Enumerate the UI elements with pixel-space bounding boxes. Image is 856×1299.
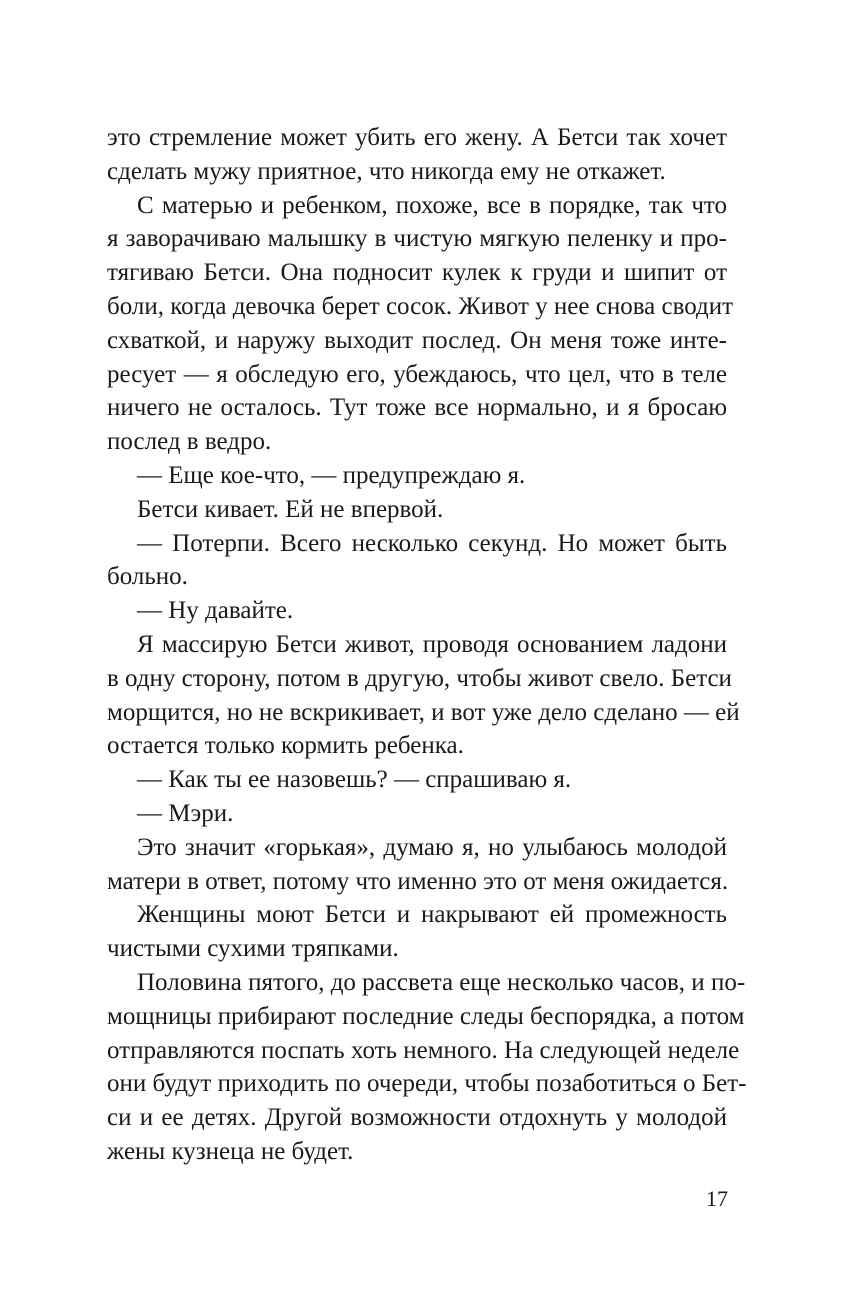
text-line: это стремление может убить его жену. А Бетси так хочет [107, 124, 727, 151]
text-line: отправляются поспать хоть немного. На следующей неделе [107, 1036, 740, 1064]
text-line: матери в ответ, потому что именно это от меня ожидается. [107, 867, 729, 895]
text-line: — Потерпи. Всего несколько секунд. Но может быть [137, 529, 727, 557]
text-line: С матерью и ребенком, похоже, все в порядке, так что [137, 191, 727, 219]
text-line: Это значит «горькая», думаю я, но улыбаюсь молодой [137, 833, 727, 861]
text-line: боли, когда девочка берет сосок. Живот у нее снова сводит [107, 292, 734, 320]
text-line: Я массирую Бетси живот, проводя основанием ладони [137, 630, 727, 658]
text-line: чистыми сухими тряпками. [107, 935, 399, 963]
text-line: — Мэри. [137, 799, 234, 827]
text-line: ресует — я обследую его, убеждаюсь, что цел, что в теле [107, 360, 727, 388]
text-line: си и ее детях. Другой возможности отдохнуть у молодой [107, 1104, 727, 1132]
text-line: морщится, но не вскрикивает, и вот уже дело сделано — ей [107, 698, 740, 726]
text-line: — Как ты ее назовешь? — спрашиваю я. [137, 766, 572, 794]
text-line: в одну сторону, потом в другую, чтобы живот свело. Бетси [107, 664, 732, 692]
text-line: мощницы прибирают последние следы беспорядка, а потом [107, 1002, 745, 1030]
text-line: ничего не осталось. Тут тоже все нормально, и я бросаю [107, 394, 727, 422]
text-line: — Ну давайте. [137, 597, 294, 625]
text-line: — Еще кое-что, — предупреждаю я. [137, 461, 526, 489]
text-line: Женщины моют Бетси и накрывают ей промежность [137, 901, 727, 929]
page-number: 17 [706, 1186, 728, 1211]
text-line: я заворачиваю малышку в чистую мягкую пеленку и про- [107, 225, 727, 253]
text-line: больно. [107, 563, 188, 591]
body-text [107, 121, 747, 1169]
text-line: Половина пятого, до рассвета еще несколько часов, и по- [137, 968, 746, 996]
text-line: жены кузнеца не будет. [107, 1137, 354, 1165]
text-line: сделать мужу приятное, что никогда ему не откажет. [107, 157, 666, 185]
text-line: схваткой, и наружу выходит послед. Он меня тоже инте- [107, 326, 727, 354]
text-line: остается только кормить ребенка. [107, 732, 464, 760]
text-line: тягиваю Бетси. Она подносит кулек к груди и шипит от [107, 259, 727, 287]
text-line: послед в ведро. [107, 428, 272, 456]
text-line: Бетси кивает. Ей не впервой. [137, 495, 444, 523]
text-line: они будут приходить по очереди, чтобы позаботиться о Бет- [107, 1070, 747, 1098]
